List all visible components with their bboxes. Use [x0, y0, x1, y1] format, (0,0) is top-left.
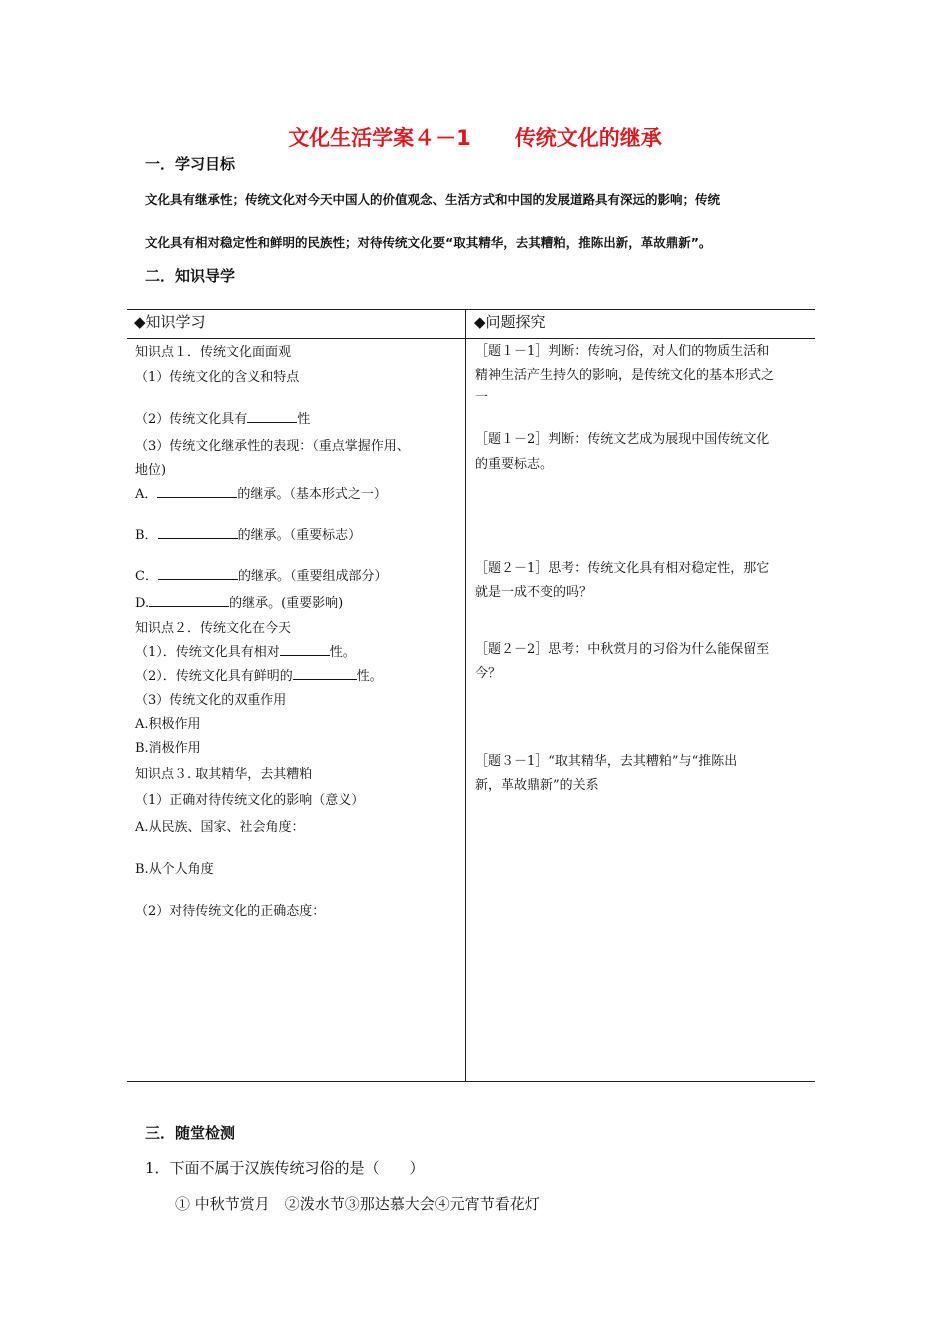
- question-1-1-line-2: 精神生活产生持久的影响，是传统文化的基本形式之: [475, 368, 775, 383]
- k1-item-1: （1）传统文化的含义和特点: [135, 370, 300, 385]
- quiz-question-1-options: ① 中秋节赏月 ②泼水节③那达慕大会④元宵节看花灯: [175, 1195, 540, 1213]
- k2-item-2: （2）．传统文化具有鲜明的 性。: [135, 669, 383, 684]
- quiz-question-1: 1．下面不属于汉族传统习俗的是（ ）: [145, 1159, 425, 1177]
- fill-in-blank: [149, 594, 229, 607]
- k3-item-b: B.从个人角度: [135, 862, 214, 877]
- k2-item-a: A.积极作用: [135, 717, 201, 732]
- title-part-1: 文化生活学案４－1: [288, 126, 471, 150]
- fill-in-blank: [158, 567, 238, 580]
- knowledge-point-3: 知识点３. 取其精华，去其糟粕: [135, 767, 313, 782]
- k1-item-2: （2）传统文化具有 性: [135, 412, 311, 427]
- fill-in-blank: [293, 667, 357, 680]
- question-1-2-line-2: 的重要标志。: [475, 457, 554, 472]
- question-1-1-line-1: ［题１－1］判断：传统习俗，对人们的物质生活和: [475, 344, 770, 359]
- question-2-2-line-1: ［题２－2］思考：中秋赏月的习俗为什么能保留至: [475, 642, 770, 657]
- fill-in-blank: [247, 410, 297, 423]
- k1-option-b: B． 的继承。（重要标志）: [135, 528, 362, 543]
- section-3-heading: 三．随堂检测: [145, 1124, 236, 1142]
- section-2-heading: 二．知识导学: [145, 267, 236, 285]
- k2-item-1: （1）．传统文化具有相对 性。: [135, 645, 356, 660]
- k1-option-a: A． 的继承。（基本形式之一）: [135, 487, 387, 502]
- table-column-divider: [465, 309, 466, 1081]
- question-2-1-line-2: 就是一成不变的吗？: [475, 585, 593, 600]
- k3-item-a: A.从民族、国家、社会角度：: [135, 820, 305, 835]
- knowledge-point-1: 知识点１．传统文化面面观: [135, 345, 292, 360]
- objectives-line-1: 文化具有继承性；传统文化对今天中国人的价值观念、生活方式和中国的发展道路具有深远的影响；传统: [145, 192, 721, 207]
- k2-item-3: （3）传统文化的双重作用: [135, 693, 287, 708]
- document-title: [0, 122, 950, 152]
- question-1-1-line-3: 一: [475, 390, 489, 405]
- fill-in-blank: [280, 643, 330, 656]
- k1-option-c: C． 的继承。（重要组成部分）: [135, 569, 388, 584]
- knowledge-point-2: 知识点２．传统文化在今天: [135, 621, 292, 636]
- question-1-2-line-1: ［题１－2］判断：传统文艺成为展现中国传统文化: [475, 432, 770, 447]
- table-bottom-border: [127, 1081, 815, 1082]
- question-2-1-line-1: ［题２－1］思考：传统文化具有相对稳定性，那它: [475, 561, 770, 576]
- table-header-border: [127, 338, 815, 339]
- question-3-1-line-1: ［题３－1］“取其精华，去其糟粕”与“推陈出: [475, 754, 738, 769]
- k1-item-3-cont: 地位): [135, 463, 167, 478]
- table-top-border: [127, 309, 815, 310]
- fill-in-blank: [157, 485, 237, 498]
- k2-item-b: B.消极作用: [135, 741, 201, 756]
- objectives-line-2: 文化具有相对稳定性和鲜明的民族性；对待传统文化要“取其精华，去其糟粕，推陈出新，革故鼎新”。: [145, 235, 712, 250]
- k3-item-1: （1）正确对待传统文化的影响（意义）: [135, 793, 365, 808]
- title-part-2: 传统文化的继承: [514, 126, 662, 150]
- k3-item-2: （2）对待传统文化的正确态度：: [135, 904, 326, 919]
- left-column-header: ◆知识学习: [134, 313, 206, 331]
- question-2-2-line-2: 今？: [475, 666, 502, 681]
- k1-option-d: D. 的继承。(重要影响): [135, 596, 344, 611]
- question-3-1-line-2: 新，革故鼎新”的关系: [475, 778, 599, 793]
- k1-item-3: （3）传统文化继承性的表现：（重点掌握作用、: [135, 439, 410, 454]
- fill-in-blank: [158, 526, 238, 539]
- section-1-heading: 一．学习目标: [145, 155, 236, 173]
- right-column-header: ◆问题探究: [474, 313, 546, 331]
